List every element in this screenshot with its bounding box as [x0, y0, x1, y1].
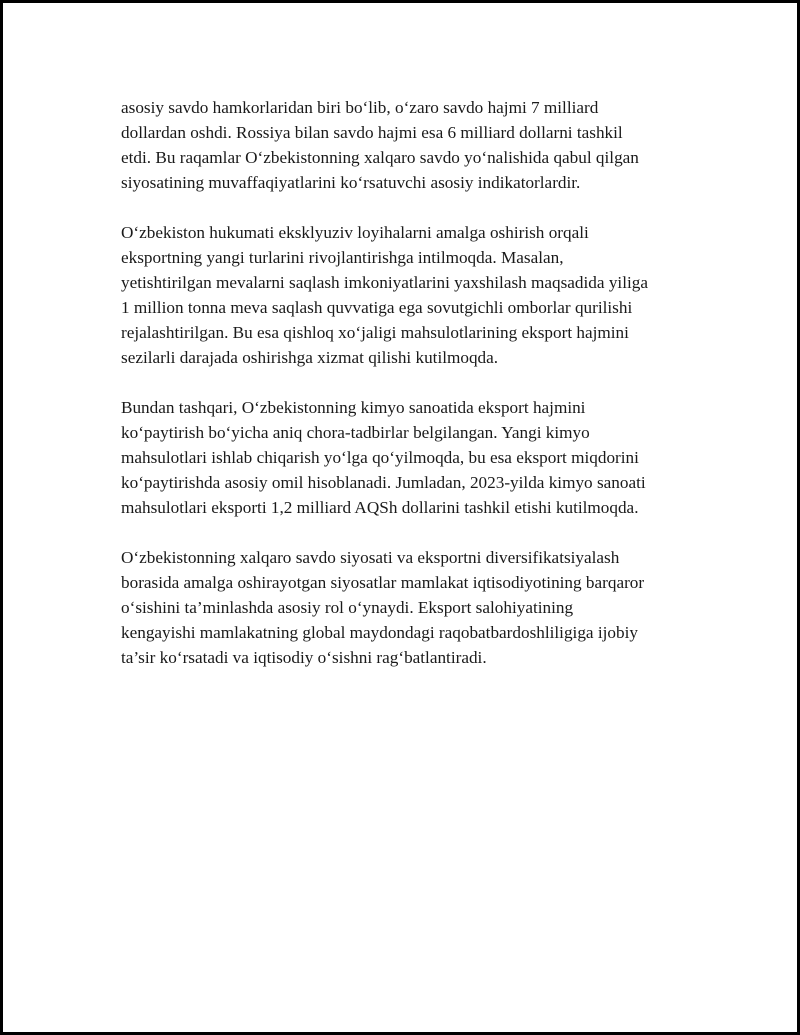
- text-line: dollardan oshdi. Rossiya bilan savdo hajmi esa 6 milliard dollarni tashkil: [121, 123, 623, 142]
- paragraph-2: [121, 220, 701, 370]
- text-line: rejalashtirilgan. Bu esa qishloq xo‘jaligi mahsulotlarining eksport hajmini: [121, 323, 629, 342]
- paragraph-1: [121, 95, 701, 195]
- text-line: ko‘paytirishda asosiy omil hisoblanadi. Jumladan, 2023-yilda kimyo sanoati: [121, 473, 646, 492]
- text-line: o‘sishini ta’minlashda asosiy rol o‘ynaydi. Eksport salohiyatining: [121, 598, 574, 617]
- text-line: O‘zbekistonning xalqaro savdo siyosati va eksportni diversifikatsiyalash: [121, 548, 620, 567]
- text-line: 1 million tonna meva saqlash quvvatiga ega sovutgichli omborlar qurilishi: [121, 298, 633, 317]
- text-line: mahsulotlari ishlab chiqarish yo‘lga qo‘yilmoqda, bu esa eksport miqdorini: [121, 448, 639, 467]
- text-line: borasida amalga oshirayotgan siyosatlar mamlakat iqtisodiyotining barqaror: [121, 573, 645, 592]
- text-line: O‘zbekiston hukumati eksklyuziv loyihalarni amalga oshirish orqali: [121, 223, 589, 242]
- paragraph-3: [121, 395, 701, 520]
- text-line: ko‘paytirish bo‘yicha aniq chora-tadbirlar belgilangan. Yangi kimyo: [121, 423, 590, 442]
- document-body: [121, 95, 701, 695]
- text-line: Bundan tashqari, O‘zbekistonning kimyo sanoatida eksport hajmini: [121, 398, 586, 417]
- text-line: siyosatining muvaffaqiyatlarini ko‘rsatuvchi asosiy indikatorlardir.: [121, 173, 581, 192]
- text-line: mahsulotlari eksporti 1,2 milliard AQSh dollarini tashkil etishi kutilmoqda.: [121, 498, 639, 517]
- text-line: ta’sir ko‘rsatadi va iqtisodiy o‘sishni rag‘batlantiradi.: [121, 648, 487, 667]
- paragraph-4: [121, 545, 701, 670]
- text-line: kengayishi mamlakatning global maydondagi raqobatbardoshliligiga ijobiy: [121, 623, 638, 642]
- text-line: etdi. Bu raqamlar O‘zbekistonning xalqaro savdo yo‘nalishida qabul qilgan: [121, 148, 639, 167]
- text-line: asosiy savdo hamkorlaridan biri bo‘lib, o‘zaro savdo hajmi 7 milliard: [121, 98, 599, 117]
- text-line: sezilarli darajada oshirishga xizmat qilishi kutilmoqda.: [121, 348, 499, 367]
- text-line: yetishtirilgan mevalarni saqlash imkoniyatlarini yaxshilash maqsadida yiliga: [121, 273, 648, 292]
- text-line: eksportning yangi turlarini rivojlantirishga intilmoqda. Masalan,: [121, 248, 564, 267]
